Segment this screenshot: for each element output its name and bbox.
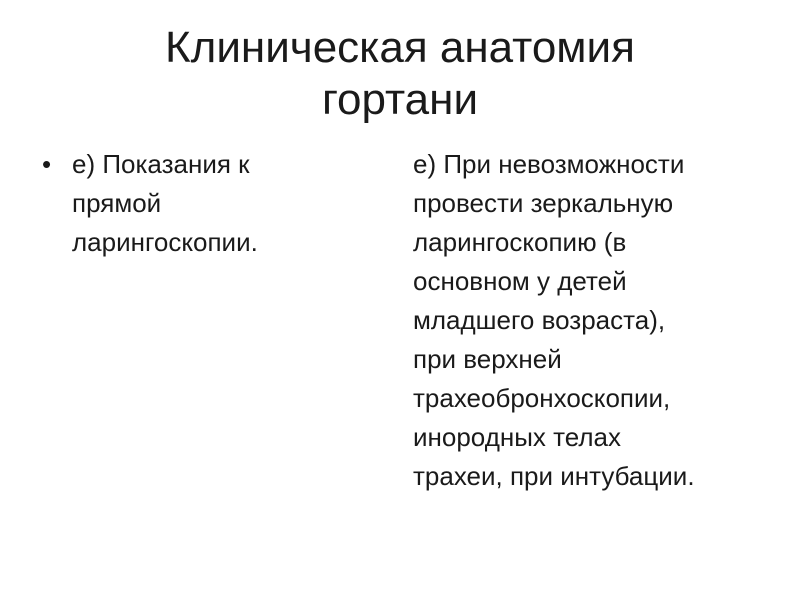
- bullet-dot: •: [42, 149, 52, 179]
- slide-title: Клиническая анатомия гортани: [165, 23, 635, 124]
- indications-heading-text: е) Показания к прямой ларингоскопии.: [72, 149, 258, 257]
- indications-detail-text: е) При невозможности провести зеркальную ларингоскопию (в основном у детей младшего возраста), при верхней трахеобронхоскопии, инородных телах трахеи, при интубации.: [413, 149, 695, 491]
- right-column: [413, 145, 783, 496]
- bullet-item: [42, 145, 372, 262]
- left-column: [42, 145, 372, 262]
